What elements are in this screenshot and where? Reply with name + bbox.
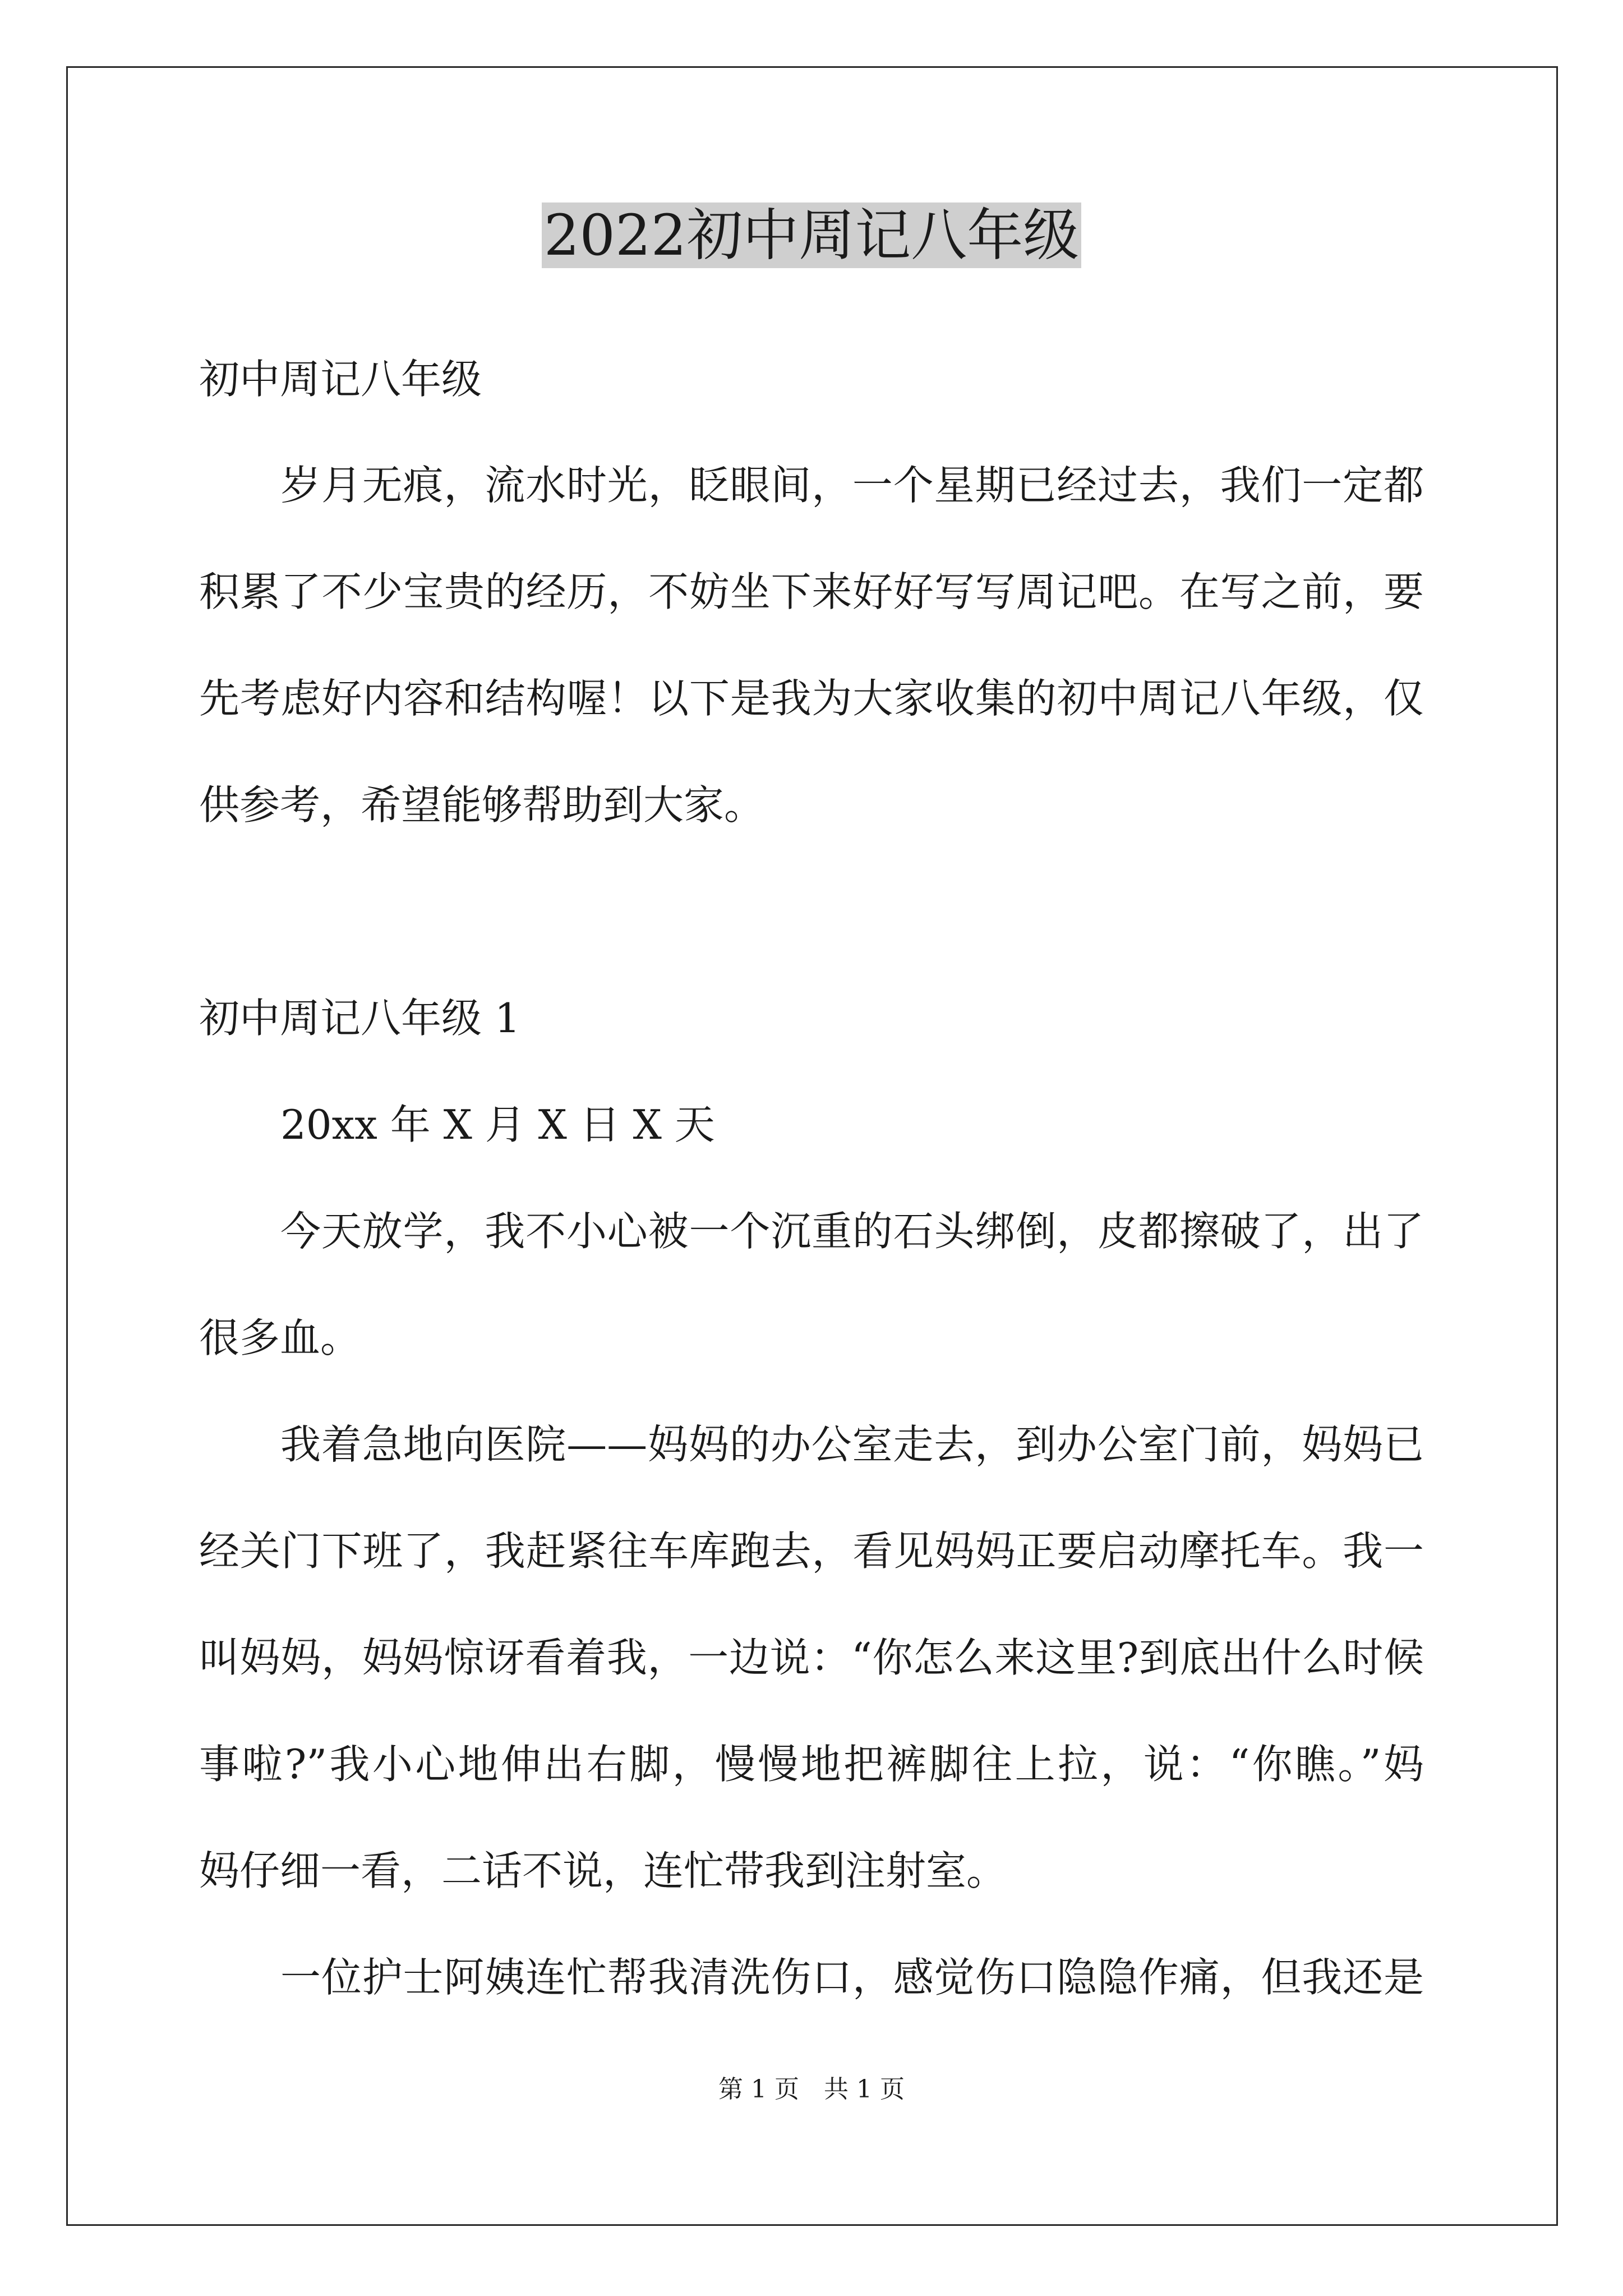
intro-line-4: 供参考，希望能够帮助到大家。 (199, 781, 765, 829)
page-indicator: 第 1 页 共 1 页 (718, 2075, 905, 2104)
paragraph3-line-1: 一位护士阿姨连忙帮我清洗伤口，感觉伤口隐隐作痛，但我还是 (280, 1954, 1424, 2001)
paragraph2-line-5: 妈仔细一看，二话不说，连忙带我到注射室。 (199, 1847, 1007, 1894)
paragraph2-line-4: 事啦?”我小心地伸出右脚，慢慢地把裤脚往上拉，说：“你瞧。”妈 (199, 1741, 1424, 1788)
paragraph1-line-2: 很多血。 (199, 1314, 361, 1361)
intro-line-1: 岁月无痕，流水时光，眨眼间，一个星期已经过去，我们一定都 (280, 462, 1424, 509)
document-title-text: 2022初中周记八年级 (542, 203, 1082, 268)
document-subtitle: 初中周记八年级 (199, 356, 482, 403)
intro-line-3: 先考虑好内容和结构喔！以下是我为大家收集的初中周记八年级，仅 (199, 675, 1424, 722)
paragraph2-line-3: 叫妈妈，妈妈惊讶看着我，一边说：“你怎么来这里?到底出什么时候 (199, 1634, 1424, 1681)
paragraph2-line-1: 我着急地向医院——妈妈的办公室走去，到办公室门前，妈妈已 (280, 1421, 1424, 1468)
intro-line-2: 积累了不少宝贵的经历，不妨坐下来好好写写周记吧。在写之前，要 (199, 568, 1424, 615)
document-title (0, 197, 1623, 274)
paragraph1-line-1: 今天放学，我不小心被一个沉重的石头绑倒，皮都擦破了，出了 (280, 1208, 1424, 1255)
section-heading: 初中周记八年级 1 (199, 995, 520, 1042)
date-line: 20xx 年 X 月 X 日 X 天 (280, 1101, 715, 1148)
paragraph2-line-2: 经关门下班了，我赶紧往车库跑去，看见妈妈正要启动摩托车。我一 (199, 1527, 1424, 1575)
